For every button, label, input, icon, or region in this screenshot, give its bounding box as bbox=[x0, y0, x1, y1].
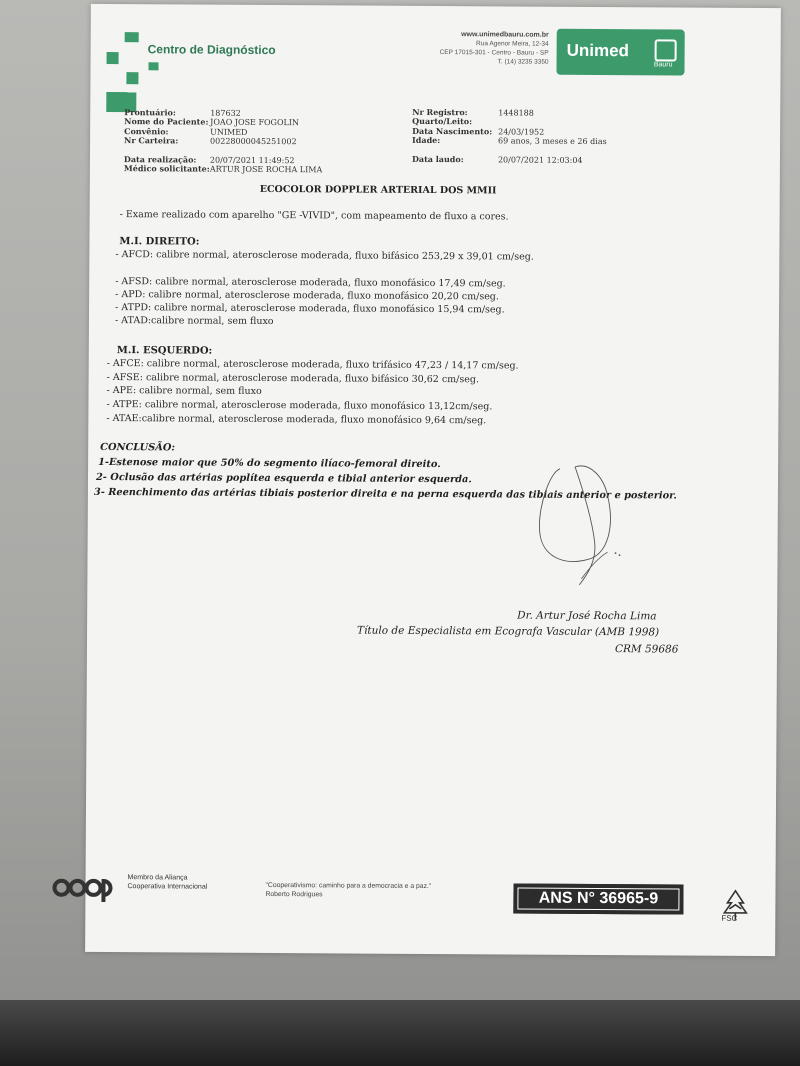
left-leg-line: - ATAE:calibre normal, aterosclerose moderada, fluxo monofásico 9,64 cm/seg. bbox=[106, 413, 487, 427]
brand-city: Bauru bbox=[653, 61, 673, 69]
conclusion-line: 2- Oclusão das artérias poplítea esquerda e tibial anterior esquerda. bbox=[95, 471, 472, 486]
contact-block bbox=[391, 30, 549, 67]
unimed-logo bbox=[556, 29, 684, 76]
unimed-mark-icon bbox=[655, 39, 677, 61]
doctor-name: Dr. Artur José Rocha Lima bbox=[517, 609, 657, 623]
brand-name: Unimed bbox=[566, 40, 630, 61]
convenio-label: Convênio: bbox=[124, 125, 169, 137]
registro-value: 1448188 bbox=[498, 108, 534, 118]
right-leg-line: - ATPD: calibre normal, aterosclerose moderada, fluxo monofásico 15,94 cm/seg. bbox=[115, 302, 505, 316]
fsc-label: FSC bbox=[721, 913, 738, 923]
conclusion-heading: CONCLUSÃO: bbox=[100, 441, 176, 454]
left-leg-line: - APE: calibre normal, sem fluxo bbox=[106, 385, 262, 397]
prontuario-label: Prontuário: bbox=[124, 107, 176, 118]
nascimento-value: 24/03/1952 bbox=[498, 127, 545, 137]
quote-author: Roberto Rodrigues bbox=[265, 890, 323, 899]
coop-line-1: Membro da Aliança bbox=[127, 874, 188, 882]
table-edge bbox=[0, 1000, 800, 1066]
conclusion-line: 3- Reenchimento das artérias tibiais posterior direita e na perna esquerda das tibiais anterior e posterior. bbox=[93, 486, 677, 502]
exam-intro: - Exame realizado com aparelho "GE -VIVID", com mapeamento de fluxo a cores. bbox=[119, 209, 509, 223]
left-leg-line: - ATPE: calibre normal, aterosclerose moderada, fluxo monofásico 13,12cm/seg. bbox=[106, 399, 493, 413]
handwritten-signature bbox=[519, 447, 640, 598]
right-leg-line: - AFSD: calibre normal, aterosclerose moderada, fluxo monofásico 17,49 cm/seg. bbox=[115, 276, 506, 290]
patient-info-right bbox=[412, 108, 607, 165]
report-paper bbox=[85, 4, 781, 956]
footer-quote bbox=[265, 881, 431, 900]
right-leg-line: - AFCD: calibre normal, aterosclerose moderada, fluxo bifásico 253,29 x 39,01 cm/seg. bbox=[115, 249, 534, 263]
data-realizacao-value: 20/07/2021 11:49:52 bbox=[209, 155, 295, 165]
phone-number: T. (14) 3235 3350 bbox=[497, 58, 549, 66]
laudo-label: Data laudo: bbox=[411, 153, 464, 164]
quarto-label: Quarto/Leito: bbox=[412, 116, 473, 127]
coop-line-2: Cooperativa Internacional bbox=[127, 883, 208, 891]
report-title: ECOCOLOR DOPPLER ARTERIAL DOS MMII bbox=[259, 183, 497, 197]
doctor-title: Título de Especialista em Ecografa Vascular (AMB 1998) bbox=[357, 624, 660, 639]
right-leg-line: - ATAD:calibre normal, sem fluxo bbox=[114, 315, 274, 328]
website-link[interactable]: www.unimedbauru.com.br bbox=[461, 31, 549, 39]
clinic-name: Centro de Diagnóstico bbox=[147, 42, 276, 58]
nascimento-label: Data Nascimento: bbox=[412, 125, 493, 137]
patient-name-label: Nome do Paciente: bbox=[124, 116, 209, 128]
patient-info-left bbox=[124, 108, 323, 175]
carteira-value: 00228000045251002 bbox=[210, 136, 297, 147]
prontuario-value: 187632 bbox=[210, 108, 241, 118]
left-leg-line: - AFSE: calibre normal, aterosclerose moderada, fluxo bifásico 30,62 cm/seg. bbox=[106, 372, 480, 386]
right-leg-line: - APD: calibre normal, aterosclerose moderada, fluxo monofásico 20,20 cm/seg. bbox=[115, 289, 499, 303]
registro-label: Nr Registro: bbox=[412, 106, 468, 118]
quote-text: "Cooperativismo: caminho para a democracia e a paz." bbox=[265, 881, 432, 890]
coop-alliance-text bbox=[127, 873, 207, 891]
medico-value: ARTUR JOSE ROCHA LIMA bbox=[209, 164, 323, 175]
address-line-1: Rua Agenor Meira, 12-34 bbox=[476, 40, 549, 48]
idade-value: 69 anos, 3 meses e 26 dias bbox=[498, 136, 607, 147]
medico-label: Médico solicitante: bbox=[123, 163, 210, 174]
doctor-crm: CRM 59686 bbox=[614, 643, 679, 656]
ans-badge: ANS N° 36965-9 bbox=[513, 883, 683, 914]
conclusion-line: 1-Estenose maior que 50% do segmento ilíaco-femoral direito. bbox=[98, 456, 441, 471]
left-leg-line: - AFCE: calibre normal, aterosclerose moderada, fluxo trifásico 47,23 / 14,17 cm/seg. bbox=[106, 358, 519, 372]
convenio-value: UNIMED bbox=[210, 127, 248, 137]
data-realizacao-label: Data realização: bbox=[123, 153, 197, 165]
carteira-label: Nr Carteira: bbox=[124, 135, 179, 146]
patient-name-value: JOAO JOSE FOGOLIN bbox=[210, 118, 300, 128]
left-leg-heading: M.I. ESQUERDO: bbox=[116, 345, 213, 357]
coop-logo-icon bbox=[51, 870, 131, 910]
right-leg-heading: M.I. DIREITO: bbox=[119, 236, 200, 248]
idade-label: Idade: bbox=[412, 135, 441, 146]
address-line-2: CEP 17015-301 - Centro - Bauru - SP bbox=[439, 49, 549, 57]
laudo-value: 20/07/2021 12:03:04 bbox=[497, 155, 583, 165]
